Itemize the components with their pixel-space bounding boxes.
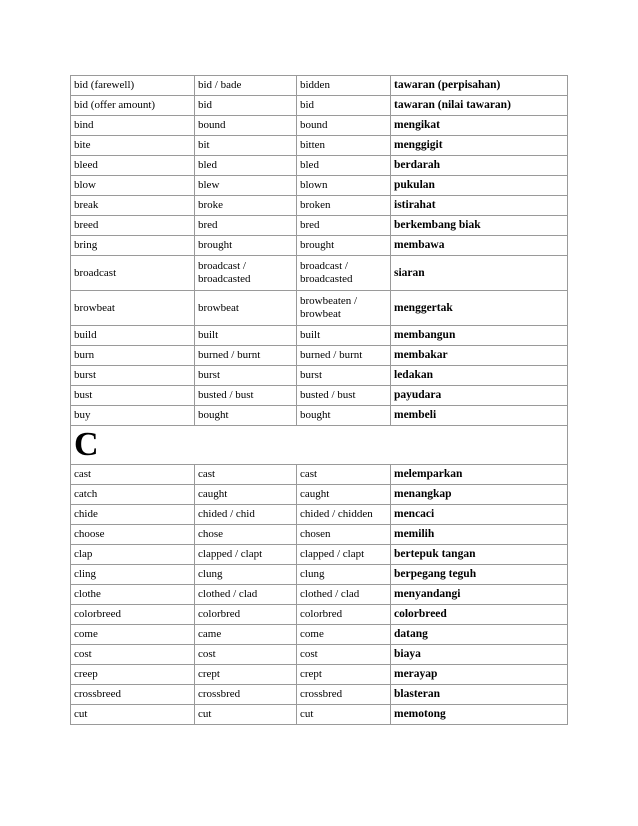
table-row: [71, 645, 568, 665]
irregular-verb-table: [70, 75, 568, 725]
table-row: [71, 406, 568, 426]
base-form-cell: cost: [71, 645, 195, 665]
table-row: [71, 465, 568, 485]
meaning-cell: colorbreed: [391, 605, 568, 625]
meaning-cell: ledakan: [391, 366, 568, 386]
meaning-cell: blasteran: [391, 685, 568, 705]
participle-cell: cast: [297, 465, 391, 485]
table-row: [71, 196, 568, 216]
participle-cell: bid: [297, 96, 391, 116]
table-row: [71, 176, 568, 196]
base-form-cell: blow: [71, 176, 195, 196]
meaning-cell: memotong: [391, 705, 568, 725]
meaning-cell: merayap: [391, 665, 568, 685]
table-row: [71, 291, 568, 326]
table-row: [71, 585, 568, 605]
table-row: [71, 565, 568, 585]
meaning-cell: mengikat: [391, 116, 568, 136]
table-row: [71, 545, 568, 565]
table-row: [71, 326, 568, 346]
table-row: [71, 116, 568, 136]
base-form-cell: cling: [71, 565, 195, 585]
participle-cell: cut: [297, 705, 391, 725]
participle-cell: broken: [297, 196, 391, 216]
meaning-cell: berkembang biak: [391, 216, 568, 236]
participle-cell: burned / burnt: [297, 346, 391, 366]
participle-cell: cost: [297, 645, 391, 665]
base-form-cell: build: [71, 326, 195, 346]
past-form-cell: broadcast / broadcasted: [195, 256, 297, 291]
participle-cell: busted / bust: [297, 386, 391, 406]
base-form-cell: bring: [71, 236, 195, 256]
meaning-cell: memilih: [391, 525, 568, 545]
past-form-cell: crept: [195, 665, 297, 685]
participle-cell: caught: [297, 485, 391, 505]
table-row: [71, 216, 568, 236]
meaning-cell: menggigit: [391, 136, 568, 156]
meaning-cell: tawaran (nilai tawaran): [391, 96, 568, 116]
participle-cell: clung: [297, 565, 391, 585]
table-row: [71, 366, 568, 386]
base-form-cell: choose: [71, 525, 195, 545]
table-row: [71, 96, 568, 116]
meaning-cell: mencaci: [391, 505, 568, 525]
participle-cell: clapped / clapt: [297, 545, 391, 565]
participle-cell: browbeaten / browbeat: [297, 291, 391, 326]
past-form-cell: cost: [195, 645, 297, 665]
meaning-cell: menyandangi: [391, 585, 568, 605]
past-form-cell: bid / bade: [195, 76, 297, 96]
past-form-cell: clung: [195, 565, 297, 585]
participle-cell: bred: [297, 216, 391, 236]
past-form-cell: clothed / clad: [195, 585, 297, 605]
meaning-cell: membawa: [391, 236, 568, 256]
meaning-cell: berdarah: [391, 156, 568, 176]
base-form-cell: burst: [71, 366, 195, 386]
base-form-cell: burn: [71, 346, 195, 366]
meaning-cell: datang: [391, 625, 568, 645]
participle-cell: chided / chidden: [297, 505, 391, 525]
past-form-cell: bit: [195, 136, 297, 156]
past-form-cell: bound: [195, 116, 297, 136]
table-row: [71, 256, 568, 291]
past-form-cell: bid: [195, 96, 297, 116]
past-form-cell: cast: [195, 465, 297, 485]
table-row: [71, 346, 568, 366]
table-row: [71, 605, 568, 625]
base-form-cell: bleed: [71, 156, 195, 176]
past-form-cell: burst: [195, 366, 297, 386]
table-row: [71, 665, 568, 685]
table-row: [71, 525, 568, 545]
table-row: [71, 386, 568, 406]
table-row: [71, 76, 568, 96]
participle-cell: bitten: [297, 136, 391, 156]
past-form-cell: burned / burnt: [195, 346, 297, 366]
base-form-cell: come: [71, 625, 195, 645]
past-form-cell: caught: [195, 485, 297, 505]
table-row: [71, 625, 568, 645]
past-form-cell: bled: [195, 156, 297, 176]
meaning-cell: payudara: [391, 386, 568, 406]
base-form-cell: broadcast: [71, 256, 195, 291]
participle-cell: brought: [297, 236, 391, 256]
past-form-cell: crossbred: [195, 685, 297, 705]
meaning-cell: siaran: [391, 256, 568, 291]
participle-cell: bought: [297, 406, 391, 426]
past-form-cell: chided / chid: [195, 505, 297, 525]
participle-cell: come: [297, 625, 391, 645]
base-form-cell: clap: [71, 545, 195, 565]
participle-cell: bound: [297, 116, 391, 136]
meaning-cell: melemparkan: [391, 465, 568, 485]
meaning-cell: menggertak: [391, 291, 568, 326]
table-row: [71, 685, 568, 705]
past-form-cell: cut: [195, 705, 297, 725]
participle-cell: broadcast / broadcasted: [297, 256, 391, 291]
participle-cell: bled: [297, 156, 391, 176]
past-form-cell: colorbred: [195, 605, 297, 625]
base-form-cell: creep: [71, 665, 195, 685]
base-form-cell: breed: [71, 216, 195, 236]
base-form-cell: crossbreed: [71, 685, 195, 705]
meaning-cell: tawaran (perpisahan): [391, 76, 568, 96]
participle-cell: built: [297, 326, 391, 346]
base-form-cell: cast: [71, 465, 195, 485]
table-row: [71, 236, 568, 256]
base-form-cell: chide: [71, 505, 195, 525]
verb-table-body: [71, 76, 568, 725]
base-form-cell: bid (farewell): [71, 76, 195, 96]
base-form-cell: break: [71, 196, 195, 216]
meaning-cell: biaya: [391, 645, 568, 665]
base-form-cell: catch: [71, 485, 195, 505]
table-row: [71, 136, 568, 156]
participle-cell: crept: [297, 665, 391, 685]
section-header-row: [71, 426, 568, 465]
meaning-cell: membangun: [391, 326, 568, 346]
meaning-cell: pukulan: [391, 176, 568, 196]
base-form-cell: bite: [71, 136, 195, 156]
meaning-cell: membeli: [391, 406, 568, 426]
base-form-cell: cut: [71, 705, 195, 725]
past-form-cell: bred: [195, 216, 297, 236]
past-form-cell: clapped / clapt: [195, 545, 297, 565]
table-row: [71, 485, 568, 505]
participle-cell: crossbred: [297, 685, 391, 705]
past-form-cell: bought: [195, 406, 297, 426]
past-form-cell: browbeat: [195, 291, 297, 326]
past-form-cell: blew: [195, 176, 297, 196]
base-form-cell: buy: [71, 406, 195, 426]
meaning-cell: menangkap: [391, 485, 568, 505]
past-form-cell: broke: [195, 196, 297, 216]
participle-cell: blown: [297, 176, 391, 196]
past-form-cell: brought: [195, 236, 297, 256]
base-form-cell: bid (offer amount): [71, 96, 195, 116]
participle-cell: clothed / clad: [297, 585, 391, 605]
past-form-cell: built: [195, 326, 297, 346]
meaning-cell: bertepuk tangan: [391, 545, 568, 565]
meaning-cell: membakar: [391, 346, 568, 366]
table-row: [71, 705, 568, 725]
table-row: [71, 156, 568, 176]
participle-cell: burst: [297, 366, 391, 386]
past-form-cell: chose: [195, 525, 297, 545]
participle-cell: colorbred: [297, 605, 391, 625]
meaning-cell: istirahat: [391, 196, 568, 216]
base-form-cell: clothe: [71, 585, 195, 605]
base-form-cell: bind: [71, 116, 195, 136]
section-letter-heading: C: [71, 426, 568, 465]
table-row: [71, 505, 568, 525]
meaning-cell: berpegang teguh: [391, 565, 568, 585]
base-form-cell: bust: [71, 386, 195, 406]
base-form-cell: browbeat: [71, 291, 195, 326]
base-form-cell: colorbreed: [71, 605, 195, 625]
past-form-cell: busted / bust: [195, 386, 297, 406]
participle-cell: bidden: [297, 76, 391, 96]
past-form-cell: came: [195, 625, 297, 645]
participle-cell: chosen: [297, 525, 391, 545]
